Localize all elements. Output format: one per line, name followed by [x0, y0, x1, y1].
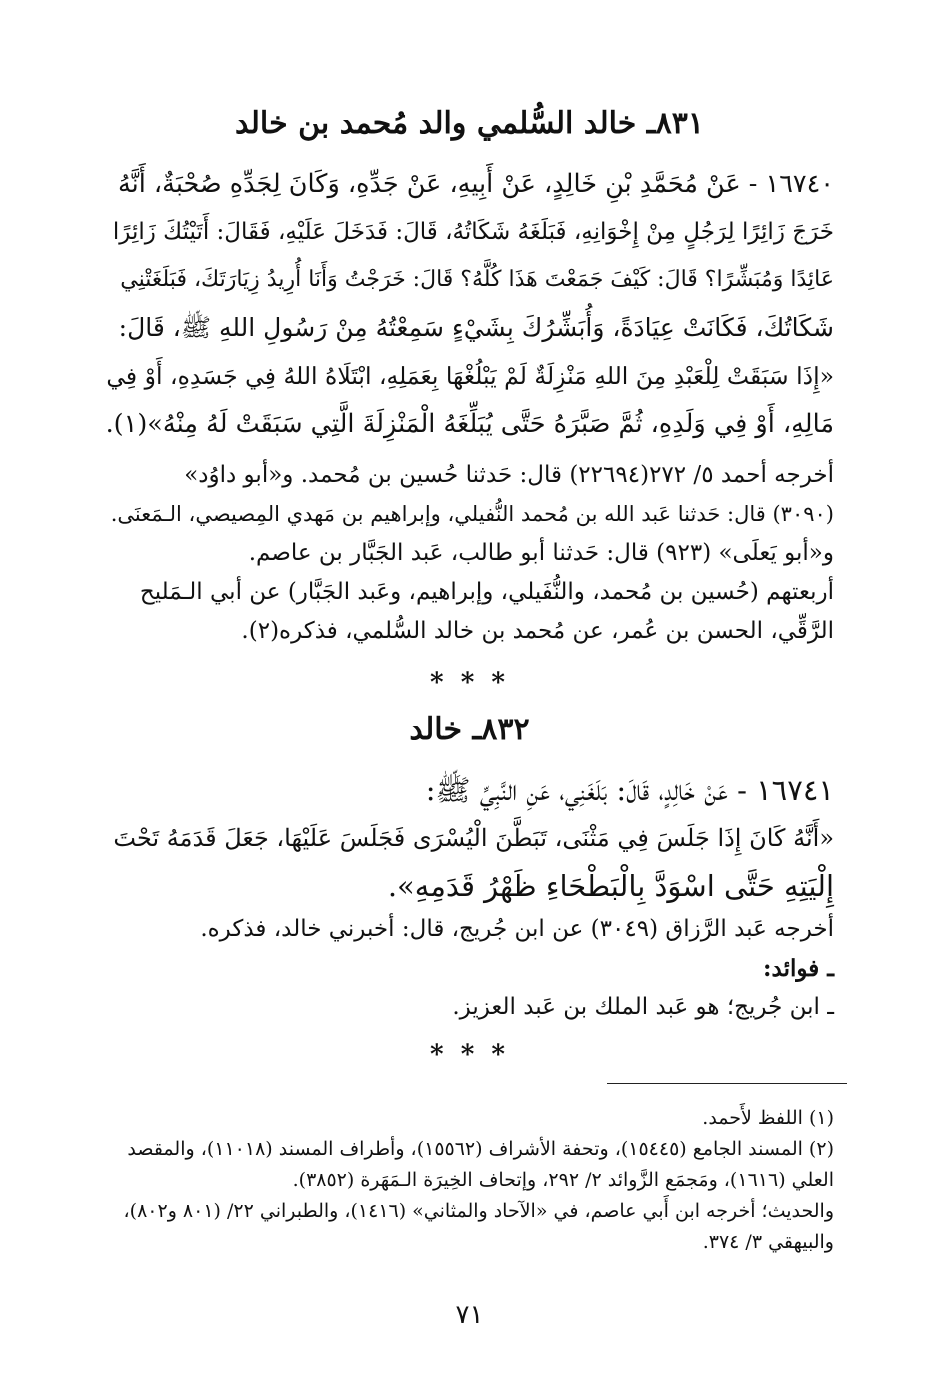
footnote-line: والبيهقي ٣/ ٣٧٤. [702, 1231, 834, 1253]
text-line: ١٦٧٤٠ - عَنْ مُحَمَّدِ بْنِ خَالِدٍ، عَنْ أَبِيهِ، عَنْ جَدِّهِ، وَكَانَ لِجَدِّهِ صُحْبَةٌ، أَنَّهُ [117, 169, 834, 199]
text-line: (٣٠٩٠) قال: حَدثنا عَبد الله بن مُحمد النُّفيلي، وإبراهيم بن مَهدي المِصيصي، الـمَعنَى. [110, 502, 834, 526]
section-title: ٨٣٢ـ خالد [409, 712, 530, 747]
text-line: أخرجه أحمد ٥/ ٢٧٢(٢٢٦٩٤) قال: حَدثنا حُسين بن مُحمد. و«أبو داوُد» [184, 462, 834, 488]
text-line: أخرجه عَبد الرَّزاق (٣٠٤٩) عن ابن جُريج، قال: أخبرني خالد، فذكره. [200, 916, 834, 942]
footnote-line: العلي (١٦١٦)، ومَجمَع الزَّوائد ٢/ ٢٩٢، وإتحاف الخِيرَة الـمَهَرة (٣٨٥٢). [292, 1169, 834, 1191]
takhrij-text [105, 910, 834, 1027]
footnote-divider [607, 1083, 847, 1084]
footnote-line: (١) اللفظ لأَحمد. [702, 1107, 834, 1129]
text-line: خَرَجَ زَائِرًا لِرَجُلٍ مِنْ إِخْوَانِهِ، فَبَلَغَهُ شَكَاتُهُ، قَالَ: فَدَخَلَ عَلَيْهِ، فَقَالَ: أَتَيْتُكَ زَائِرًا [112, 219, 834, 245]
text-line: عَائِدًا وَمُبَشِّرًا؟ قَالَ: كَيْفَ جَمَعْتَ هَذَا كُلَّهُ؟ قَالَ: خَرَجْتُ وَأَنَا أُرِيدُ زِيَارَتَكَ، فَبَلَغَتْنِي [120, 267, 834, 292]
text-line: «أَنَّهُ كَانَ إِذَا جَلَسَ فِي مَثْنَى، تَبَطَّنَ الْيُسْرَى فَجَلَسَ عَلَيْهَا، جَعَلَ قَدَمَهُ تَحْتَ [113, 824, 834, 852]
section-separator: * * * [430, 668, 509, 698]
fawaid-label: ـ فوائد: [763, 955, 834, 982]
footnotes [105, 1103, 834, 1258]
hadith-text [105, 160, 834, 448]
fawaid-item: ـ ابن جُريج؛ هو عَبد الملك بن عَبد العزيز. [452, 994, 834, 1020]
section-separator: * * * [430, 1040, 509, 1070]
page-number: ٧١ [455, 1300, 484, 1330]
text-line: و«أبو يَعلَى» (٩٢٣) قال: حَدثنا أبو طالب، عَبد الجَبَّار بن عاصم. [248, 540, 834, 566]
footnote-line: والحديث؛ أخرجه ابن أَبي عاصم، في «الآحاد والمثاني» (١٤١٦)، والطبراني ٢٢/ (٨٠١ و٨٠٢)، [123, 1200, 834, 1222]
footnote-line: (٢) المسند الجامع (١٥٤٤٥)، وتحفة الأشراف (١٥٥٦٢)، وأطراف المسند (١١٠١٨)، والمقصد [127, 1138, 834, 1160]
text-line: إِلْيَتِهِ حَتَّى اسْوَدَّ بِالْبَطْحَاءِ ظَهْرُ قَدَمِهِ». [387, 869, 834, 903]
text-line: ١٦٧٤١ - عَنْ خَالِدٍ، قَالَ: بَلَغَنِي، عَنِ النَّبِيِّ ﷺ: [425, 773, 834, 807]
text-line: الرَّقِّي، الحسن بن عُمر، عن مُحمد بن خالد السُّلمي، فذكره(٢). [241, 618, 834, 644]
hadith-text [105, 766, 834, 910]
takhrij-text [105, 456, 834, 651]
section-title: ٨٣١ـ خالد السُّلمي والد مُحمد بن خالد [235, 106, 704, 141]
text-line: مَالِهِ، أَوْ فِي وَلَدِهِ، ثُمَّ صَبَّرَهُ حَتَّى يُبَلِّغَهُ الْمَنْزِلَةَ الَّتِي سَبَقَتْ لَهُ مِنْهُ»(١). [105, 409, 834, 439]
text-line: شَكَاتُكَ، فَكَانَتْ عِيَادَةً، وَأُبَشِّرُكَ بِشَيْءٍ سَمِعْتُهُ مِنْ رَسُولِ اللهِ ﷺ، قَالَ: [118, 313, 834, 342]
text-line: أربعتهم (حُسين بن مُحمد، والنُّفَيلي، وإبراهيم، وعَبد الجَبَّار) عن أبي الـمَليح [139, 579, 834, 605]
text-line: «إِذَا سَبَقَتْ لِلْعَبْدِ مِنَ اللهِ مَنْزِلَةٌ لَمْ يَبْلُغْهَا بِعَمَلِهِ، ابْتَلَاهُ اللهُ فِي جَسَدِهِ، أَوْ فِي [106, 362, 834, 390]
